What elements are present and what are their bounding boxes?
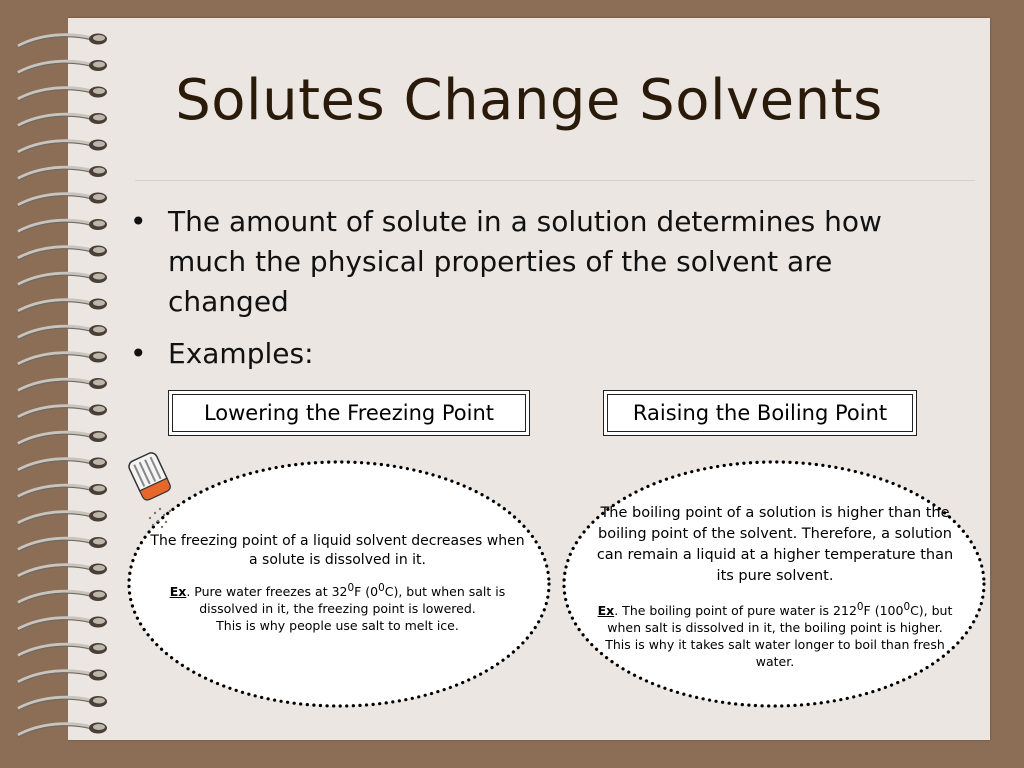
- bullet-list: [130, 202, 950, 386]
- boiling-point-description: The boiling point of a solution is higher than the boiling point of the solvent. Therefore, a solution can remain a liquid at a higher temperature than its pure solvent.: [596, 505, 954, 584]
- salt-shaker-icon: [120, 445, 190, 530]
- boiling-point-text: [595, 503, 955, 670]
- bullet-item: [130, 202, 950, 322]
- freezing-point-description: The freezing point of a liquid solvent decreases when a solute is dissolved in it.: [150, 533, 525, 568]
- example-tag: Ex: [169, 584, 187, 600]
- freezing-point-text: [150, 532, 525, 634]
- slide-title: Solutes Change Solvents: [175, 68, 883, 133]
- boiling-point-label: Raising the Boiling Point: [607, 394, 913, 432]
- title-divider: [135, 180, 975, 181]
- bullet-item: [130, 334, 950, 374]
- boiling-point-label-box: [603, 390, 917, 436]
- freezing-point-example: Ex. Pure water freezes at $32^0F$ $(0^0C)$, but when salt is dissolved in it, the freezing point is lowered. This is why people use salt to melt ice.: [169, 582, 506, 634]
- bullet-dot: •: [130, 205, 147, 238]
- freezing-point-label: Lowering the Freezing Point: [172, 394, 526, 432]
- example-tag: Ex: [597, 603, 615, 619]
- bullet-dot: •: [130, 337, 147, 370]
- bullet-text: The amount of solute in a solution determines how much the physical properties of the solvent are changed: [168, 205, 882, 318]
- bullet-text: Examples:: [168, 337, 314, 370]
- boiling-point-example: Ex. The boiling point of pure water is $212^0F$ $(100^0C)$, but when salt is dissolved in it, the boiling point is higher. This is why it takes salt water longer to boil than fresh water.: [597, 601, 953, 670]
- freezing-point-label-box: [168, 390, 530, 436]
